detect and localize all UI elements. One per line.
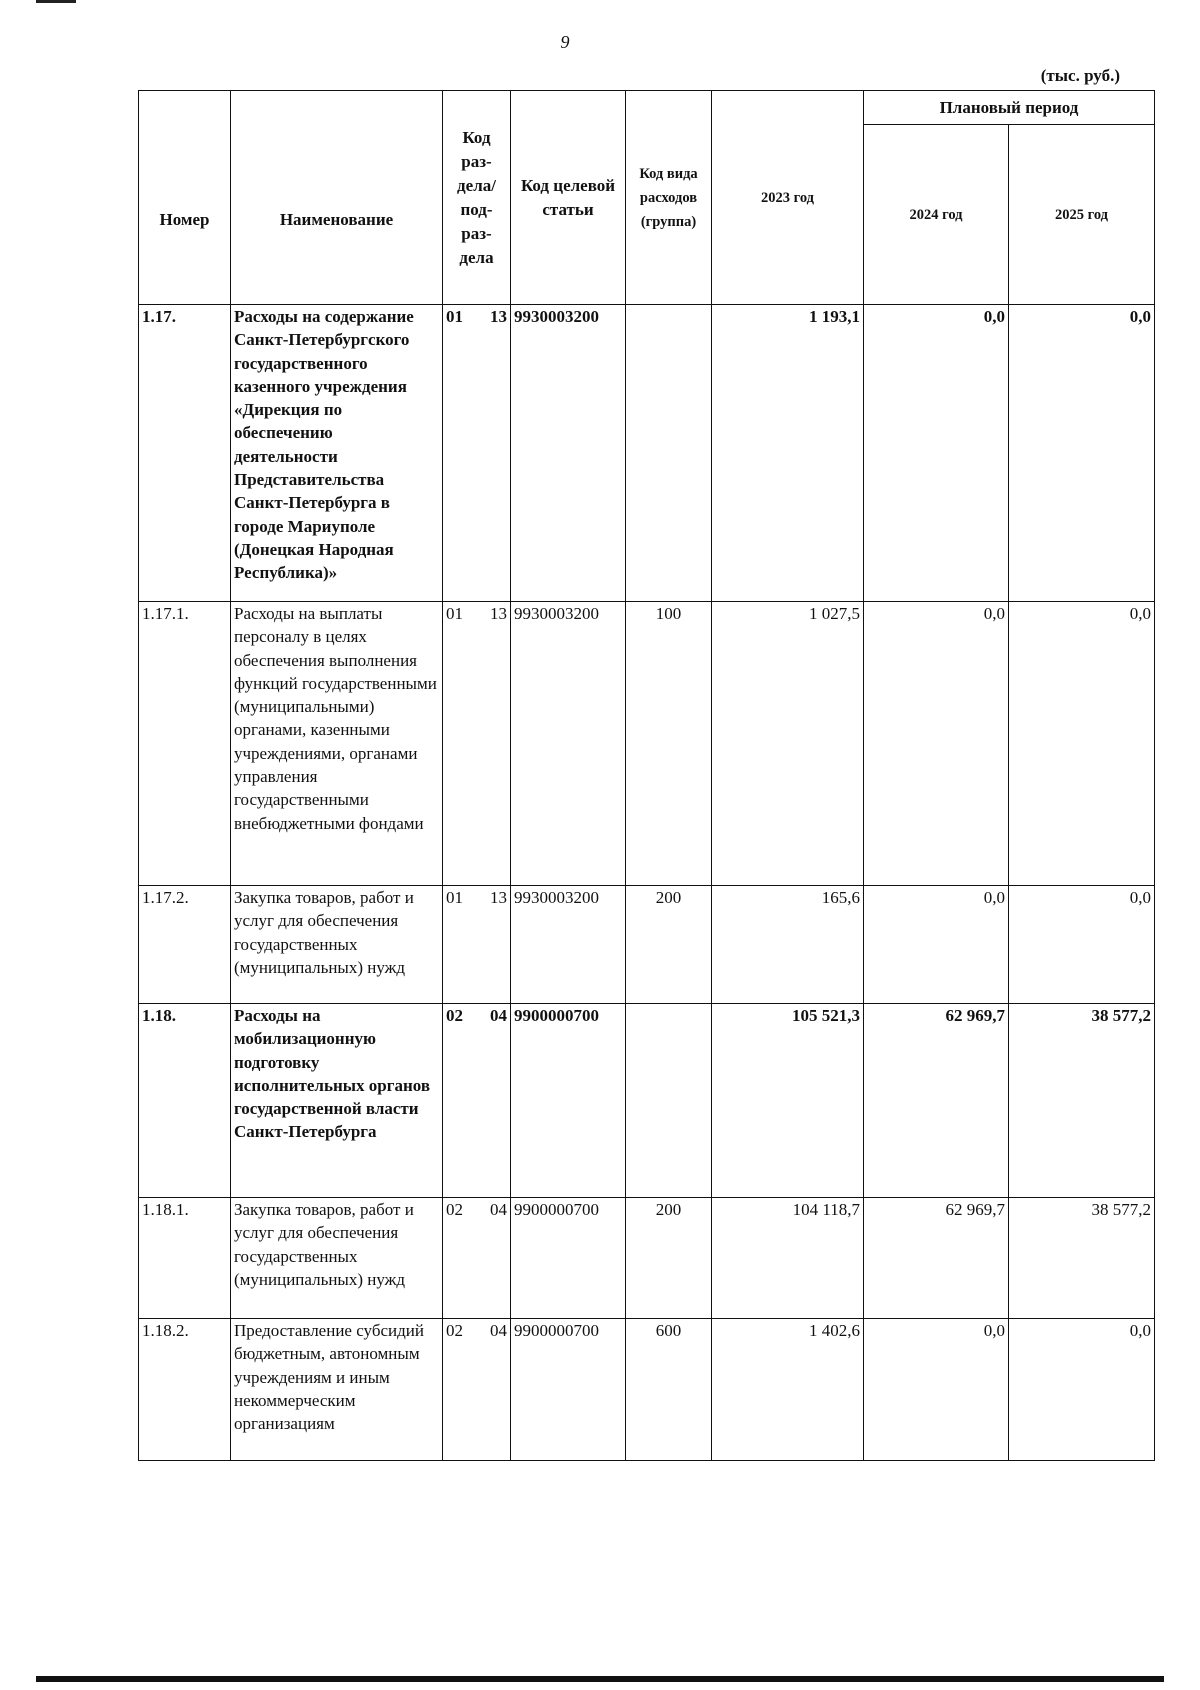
row-target-code: 9930003200 bbox=[511, 305, 626, 602]
table-row bbox=[139, 602, 1155, 886]
row-section-code bbox=[443, 1004, 511, 1198]
row-section-code bbox=[443, 602, 511, 886]
header-planning-period: Плановый период bbox=[864, 91, 1155, 125]
row-value-2024: 62 969,7 bbox=[864, 1198, 1009, 1319]
row-name: Закупка товаров, работ и услуг для обеспечения государственных (муниципальных) нужд bbox=[231, 886, 443, 1004]
row-target-code: 9930003200 bbox=[511, 602, 626, 886]
header-year-2025: 2025 год bbox=[1009, 125, 1155, 305]
row-number: 1.17.2. bbox=[139, 886, 231, 1004]
subsection-code: 13 bbox=[490, 307, 507, 326]
table-row bbox=[139, 1004, 1155, 1198]
row-number: 1.17. bbox=[139, 305, 231, 602]
row-name: Расходы на выплаты персоналу в целях обеспечения выполнения функций государственными (муниципальными) органами, казенными учреждениями, органами управления государственными внебюджетными фондами bbox=[231, 602, 443, 886]
row-number: 1.18.2. bbox=[139, 1319, 231, 1461]
subsection-code: 04 bbox=[490, 1321, 507, 1340]
row-number: 1.18.1. bbox=[139, 1198, 231, 1319]
row-name: Закупка товаров, работ и услуг для обеспечения государственных (муниципальных) нужд bbox=[231, 1198, 443, 1319]
row-value-2024: 0,0 bbox=[864, 1319, 1009, 1461]
header-year-2024: 2024 год bbox=[864, 125, 1009, 305]
table-body bbox=[139, 305, 1155, 1461]
row-target-code: 9900000700 bbox=[511, 1004, 626, 1198]
header-target-code: Код целевой статьи bbox=[511, 91, 626, 305]
header-row-top bbox=[139, 91, 1155, 125]
row-name: Предоставление субсидий бюджетным, автономным учреждениям и иным некоммерческим организациям bbox=[231, 1319, 443, 1461]
table-row bbox=[139, 1319, 1155, 1461]
row-value-2024: 0,0 bbox=[864, 305, 1009, 602]
row-value-2024: 0,0 bbox=[864, 886, 1009, 1004]
row-target-code: 9900000700 bbox=[511, 1319, 626, 1461]
row-target-code: 9930003200 bbox=[511, 886, 626, 1004]
header-expense-type: Код вида расходов (группа) bbox=[626, 91, 712, 305]
subsection-code: 13 bbox=[490, 604, 507, 623]
table-row bbox=[139, 305, 1155, 602]
row-number: 1.18. bbox=[139, 1004, 231, 1198]
row-expense-type: 200 bbox=[626, 886, 712, 1004]
table-row bbox=[139, 886, 1155, 1004]
row-expense-type bbox=[626, 305, 712, 602]
row-section-code bbox=[443, 1198, 511, 1319]
section-code: 01 bbox=[446, 307, 463, 326]
header-number: Номер bbox=[139, 91, 231, 305]
row-value-2025: 0,0 bbox=[1009, 886, 1155, 1004]
subsection-code: 04 bbox=[490, 1200, 507, 1219]
section-code: 02 bbox=[446, 1200, 463, 1219]
row-target-code: 9900000700 bbox=[511, 1198, 626, 1319]
row-value-2025: 38 577,2 bbox=[1009, 1004, 1155, 1198]
scan-edge-mark bbox=[36, 0, 76, 3]
row-value-2025: 0,0 bbox=[1009, 602, 1155, 886]
row-value-2023: 1 402,6 bbox=[712, 1319, 864, 1461]
table-row bbox=[139, 1198, 1155, 1319]
subsection-code: 04 bbox=[490, 1006, 507, 1025]
row-name: Расходы на мобилизационную подготовку исполнительных органов государственной власти Санкт-Петербурга bbox=[231, 1004, 443, 1198]
row-value-2023: 1 193,1 bbox=[712, 305, 864, 602]
subsection-code: 13 bbox=[490, 888, 507, 907]
row-value-2023: 165,6 bbox=[712, 886, 864, 1004]
page-number: 9 bbox=[560, 32, 570, 52]
section-code: 01 bbox=[446, 604, 463, 623]
row-name: Расходы на содержание Санкт-Петербургского государственного казенного учреждения «Дирекция по обеспечению деятельности Представительства Санкт-Петербурга в городе Мариуполе (Донецкая Народная Республика)» bbox=[231, 305, 443, 602]
header-name: Наименование bbox=[231, 91, 443, 305]
row-value-2023: 1 027,5 bbox=[712, 602, 864, 886]
row-expense-type: 100 bbox=[626, 602, 712, 886]
row-section-code bbox=[443, 1319, 511, 1461]
row-expense-type: 200 bbox=[626, 1198, 712, 1319]
row-section-code bbox=[443, 305, 511, 602]
row-expense-type bbox=[626, 1004, 712, 1198]
row-number: 1.17.1. bbox=[139, 602, 231, 886]
row-value-2025: 38 577,2 bbox=[1009, 1198, 1155, 1319]
row-value-2024: 0,0 bbox=[864, 602, 1009, 886]
row-value-2023: 105 521,3 bbox=[712, 1004, 864, 1198]
section-code: 01 bbox=[446, 888, 463, 907]
budget-table bbox=[138, 90, 1155, 1461]
row-section-code bbox=[443, 886, 511, 1004]
row-value-2025: 0,0 bbox=[1009, 1319, 1155, 1461]
scan-bottom-border bbox=[36, 1676, 1164, 1682]
section-code: 02 bbox=[446, 1006, 463, 1025]
section-code: 02 bbox=[446, 1321, 463, 1340]
row-value-2025: 0,0 bbox=[1009, 305, 1155, 602]
units-label: (тыс. руб.) bbox=[1040, 66, 1120, 85]
header-section-code: Код раз-дела/ под-раз-дела bbox=[443, 91, 511, 305]
row-expense-type: 600 bbox=[626, 1319, 712, 1461]
row-value-2023: 104 118,7 bbox=[712, 1198, 864, 1319]
row-value-2024: 62 969,7 bbox=[864, 1004, 1009, 1198]
header-year-2023: 2023 год bbox=[712, 91, 864, 305]
